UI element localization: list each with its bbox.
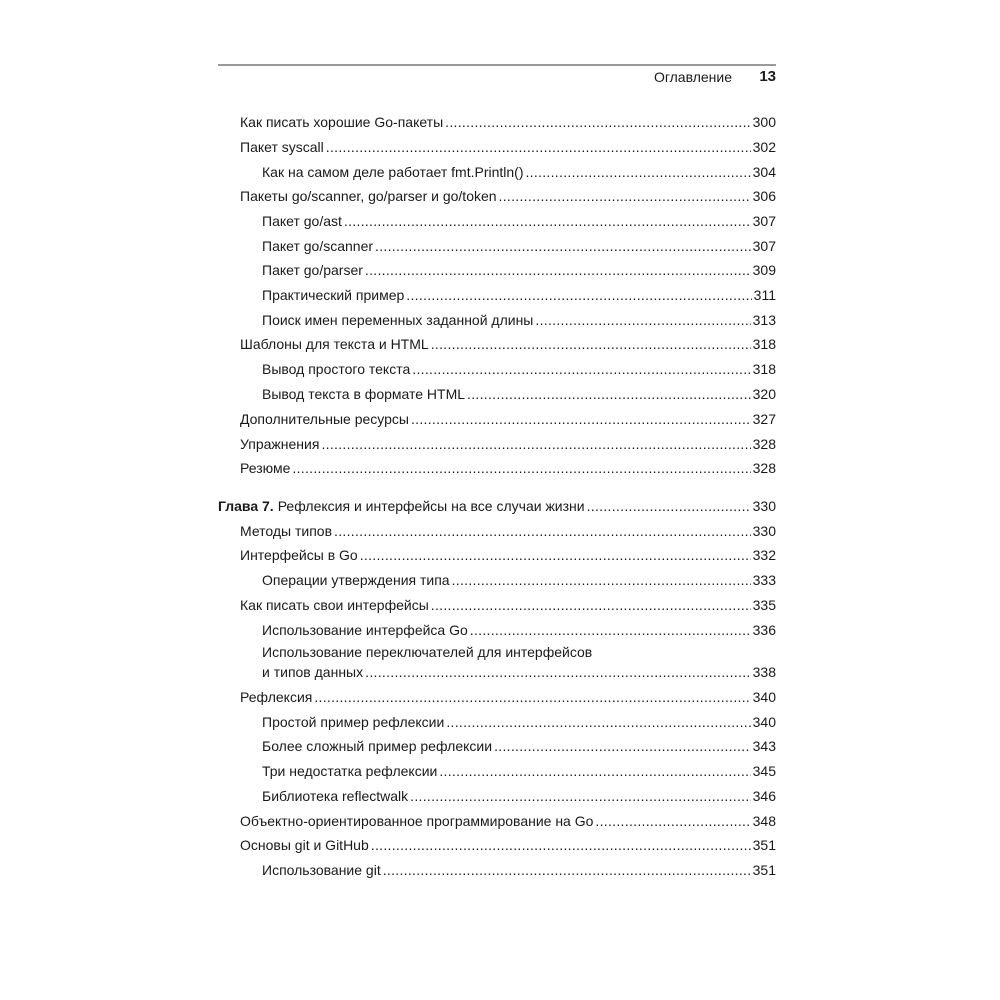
- toc-entry-row: [240, 409, 776, 429]
- toc-entry-row: [262, 786, 776, 806]
- toc-entry-page: 330: [752, 498, 776, 514]
- toc-entry[interactable]: [262, 642, 776, 684]
- toc-entry[interactable]: [240, 687, 776, 709]
- dot-leader: [365, 662, 751, 682]
- dot-leader: [499, 186, 751, 206]
- toc-entry-row: [240, 434, 776, 454]
- toc-entry-title: Методы типов: [240, 523, 333, 539]
- toc-entry-title: Упражнения: [240, 436, 320, 452]
- toc-entry-page: 348: [752, 813, 776, 829]
- dot-leader: [467, 384, 751, 404]
- dot-leader: [452, 570, 751, 590]
- toc-entry-page: 343: [752, 738, 776, 754]
- toc-entry-page: 332: [752, 547, 776, 563]
- toc-entry[interactable]: [262, 736, 776, 758]
- dot-leader: [314, 687, 750, 707]
- toc-entry-page: 311: [753, 287, 776, 303]
- toc-entry[interactable]: [240, 521, 776, 543]
- toc-entry-row: [262, 384, 776, 404]
- toc-entry-page: 335: [752, 597, 776, 613]
- dot-leader: [360, 545, 751, 565]
- toc-entry-row: [240, 521, 776, 541]
- toc-entry-row: [262, 736, 776, 756]
- toc-entry[interactable]: [262, 712, 776, 734]
- toc-entry[interactable]: [240, 409, 776, 431]
- toc-entry[interactable]: [262, 860, 776, 882]
- dot-leader: [371, 835, 751, 855]
- toc-entry[interactable]: [262, 285, 776, 307]
- dot-leader: [525, 162, 750, 182]
- dot-leader: [410, 786, 750, 806]
- toc-entry-title: Рефлексия и интерфейсы на все случаи жизни: [277, 498, 585, 514]
- toc-entry-page: 313: [752, 312, 776, 328]
- toc-entry[interactable]: [240, 811, 776, 833]
- toc-entry-row: [262, 310, 776, 330]
- dot-leader: [445, 112, 750, 132]
- toc-entry-row: [262, 260, 776, 280]
- toc-entry-title: Вывод текста в формате HTML: [262, 386, 466, 402]
- toc-entry-row: [262, 285, 776, 305]
- toc-entry-title: Рефлексия: [240, 689, 313, 705]
- dot-leader: [321, 434, 750, 454]
- toc-entry-row: [262, 761, 776, 781]
- toc-entry-page: 320: [752, 386, 776, 402]
- toc-entry-page: 309: [752, 262, 776, 278]
- toc-entry-title: Операции утверждения типа: [262, 572, 450, 588]
- dot-leader: [587, 496, 751, 516]
- running-title: Оглавление: [653, 69, 732, 85]
- toc-entry[interactable]: [262, 620, 776, 642]
- toc-entry-title-line1: Использование переключателей для интерфейсов: [262, 644, 593, 660]
- toc-entry-row: [262, 570, 776, 590]
- toc-entry-title: Вывод простого текста: [262, 361, 411, 377]
- toc-entry-title: Использование интерфейса Go: [262, 622, 468, 638]
- toc-entry-title: Пакет syscall: [240, 139, 324, 155]
- dot-leader: [431, 334, 751, 354]
- toc-entry-page: 304: [752, 164, 776, 180]
- toc-entry-title: Основы git и GitHub: [240, 837, 369, 853]
- toc-entry-title: Пакет go/scanner: [262, 238, 374, 254]
- toc-entry[interactable]: [240, 545, 776, 567]
- toc-entry[interactable]: [262, 761, 776, 783]
- toc-entry[interactable]: [240, 334, 776, 356]
- toc-entry-page: 318: [752, 361, 776, 377]
- toc-entry-row: [262, 359, 776, 379]
- chapter-number: Глава 7.: [218, 498, 274, 514]
- dot-leader: [439, 761, 750, 781]
- dot-leader: [412, 359, 750, 379]
- dot-leader: [446, 712, 750, 732]
- toc-entry-title: Использование git: [262, 862, 381, 878]
- toc-entry[interactable]: [262, 211, 776, 233]
- toc-entry-page: 302: [752, 139, 776, 155]
- toc-entry-page: 340: [752, 714, 776, 730]
- toc-entry-page: 351: [752, 837, 776, 853]
- toc-entry[interactable]: [240, 595, 776, 617]
- toc-entry-page: 327: [752, 411, 776, 427]
- toc-entry-row: [262, 162, 776, 182]
- toc-entry-row: [240, 334, 776, 354]
- toc-entry-page: 330: [752, 523, 776, 539]
- toc-entry-title: Три недостатка рефлексии: [262, 763, 438, 779]
- toc-entry-row: [240, 137, 776, 157]
- toc-entry-title: Практический пример: [262, 287, 405, 303]
- dot-leader: [595, 811, 750, 831]
- toc-entry-row: [240, 687, 776, 707]
- toc-entry-row: [240, 112, 776, 132]
- dot-leader: [344, 211, 751, 231]
- toc-entry-page: 307: [752, 213, 776, 229]
- dot-leader: [383, 860, 751, 880]
- toc-entry-title: Дополнительные ресурсы: [240, 411, 409, 427]
- toc-entry[interactable]: [240, 112, 776, 134]
- toc-entry-title: Как писать свои интерфейсы: [240, 597, 429, 613]
- toc-entry-title: Пакет go/parser: [262, 262, 363, 278]
- dot-leader: [470, 620, 751, 640]
- toc-chapter-entry[interactable]: [218, 496, 776, 518]
- toc-entry-title: Поиск имен переменных заданной длины: [262, 312, 534, 328]
- toc-entry-title: Резюме: [240, 460, 291, 476]
- toc-entry-row: [240, 458, 776, 478]
- dot-leader: [292, 458, 750, 478]
- dot-leader: [535, 310, 750, 330]
- toc-entry-page: 300: [752, 114, 776, 130]
- toc-entry[interactable]: [262, 236, 776, 258]
- toc-entry-page: 318: [752, 336, 776, 352]
- toc-entry[interactable]: [262, 260, 776, 282]
- toc-entry[interactable]: [262, 786, 776, 808]
- toc-entry-title: Шаблоны для текста и HTML: [240, 336, 429, 352]
- toc-entry-page: 338: [752, 664, 776, 680]
- dot-leader: [365, 260, 751, 280]
- toc-entry-row: [240, 186, 776, 206]
- toc-entry[interactable]: [262, 310, 776, 332]
- toc-entry[interactable]: [240, 835, 776, 857]
- page-number: 13: [759, 68, 776, 85]
- dot-leader: [334, 521, 751, 541]
- toc-entry-page: 345: [752, 763, 776, 779]
- toc-entry-page: 340: [752, 689, 776, 705]
- toc-entry[interactable]: [262, 162, 776, 184]
- toc-entry-page: 306: [752, 188, 776, 204]
- toc-entry-title: Пакет go/ast: [262, 213, 342, 229]
- toc-entry[interactable]: [240, 137, 776, 159]
- toc-entry[interactable]: [240, 434, 776, 456]
- toc-entry-row: [262, 860, 776, 880]
- toc-entry[interactable]: [262, 384, 776, 406]
- toc-entry-page: 307: [752, 238, 776, 254]
- dot-leader: [406, 285, 751, 305]
- toc-entry[interactable]: [240, 186, 776, 208]
- toc-entry-page: 351: [752, 862, 776, 878]
- toc-entry-row: [240, 595, 776, 615]
- toc-entry[interactable]: [262, 359, 776, 381]
- toc-entry-row: [218, 496, 776, 516]
- toc-entry-title: и типов данных: [262, 664, 364, 680]
- toc-entry-page: 336: [752, 622, 776, 638]
- toc-entry-title: Объектно-ориентированное программирование на Go: [240, 813, 594, 829]
- toc-entry-page: 328: [752, 436, 776, 452]
- toc-entry-title: Пакеты go/scanner, go/parser и go/token: [240, 188, 497, 204]
- toc-entry-row: [262, 662, 776, 682]
- toc-entry-row: [262, 236, 776, 256]
- toc-entry[interactable]: [262, 570, 776, 592]
- toc-entry-page: 346: [752, 788, 776, 804]
- toc-entry-row: [262, 211, 776, 231]
- dot-leader: [431, 595, 751, 615]
- toc-entry-row: [262, 712, 776, 732]
- toc-entry-row: [240, 811, 776, 831]
- toc-entry-title: Простой пример рефлексии: [262, 714, 445, 730]
- dot-leader: [494, 736, 751, 756]
- toc-entry-title: Как на самом деле работает fmt.Println(): [262, 164, 524, 180]
- toc-entry-page: 328: [752, 460, 776, 476]
- toc-entry-row: [240, 835, 776, 855]
- toc-entry-title: Библиотека reflectwalk: [262, 788, 409, 804]
- toc-entry-title: Интерфейсы в Go: [240, 547, 358, 563]
- toc-entry[interactable]: [240, 458, 776, 480]
- dot-leader: [411, 409, 751, 429]
- toc-entry-row: [262, 620, 776, 640]
- dot-leader: [375, 236, 751, 256]
- toc-entry-page: 333: [752, 572, 776, 588]
- toc-entry-row: [240, 545, 776, 565]
- toc-entry-title: Как писать хорошие Go-пакеты: [240, 114, 444, 130]
- toc-entry-title: Более сложный пример рефлексии: [262, 738, 493, 754]
- dot-leader: [326, 137, 751, 157]
